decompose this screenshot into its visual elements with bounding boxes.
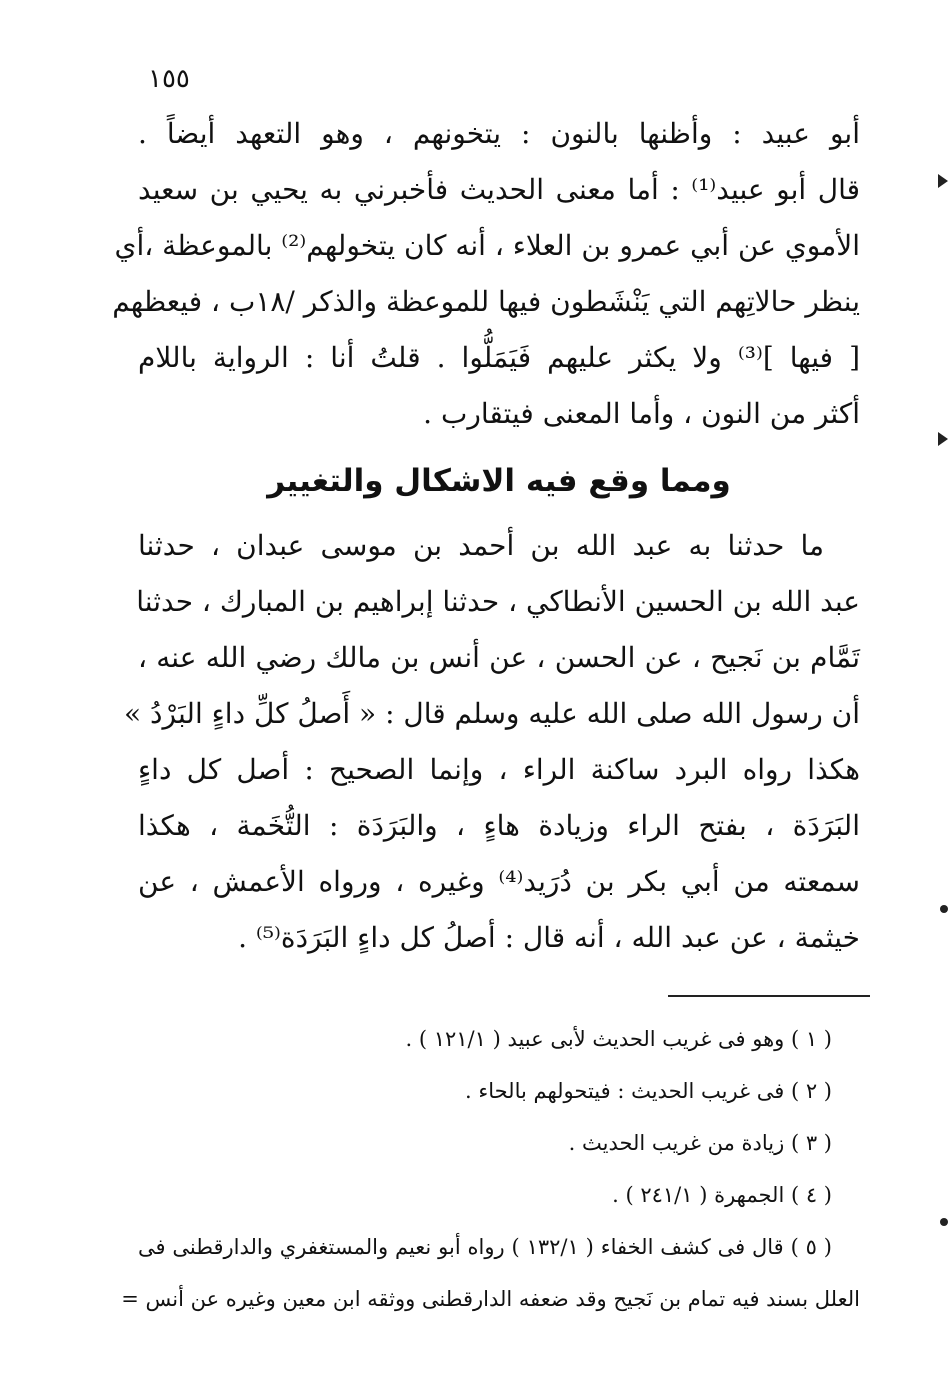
section-heading: ومما وقع فيه الاشكال والتغيير bbox=[267, 463, 731, 499]
text-line: سمعته من أبي بكر بن دُرَيد⁽⁴⁾ وغيره ، ورواه الأعمش ، عن bbox=[138, 865, 861, 898]
footnote: ( ٥ ) قال فى كشف الخفاء ( ١٣٢/١ ) رواه أبو نعيم والمستغفري والدارقطنى فى bbox=[138, 1235, 832, 1259]
footnote: ( ٤ ) الجمهرة ( ٢٤١/١ ) . bbox=[612, 1183, 832, 1207]
text-line: [ فيها ]⁽³⁾ ولا يكثر عليهم فَيَمَلُّوا . قلتُ أنا : الرواية باللام bbox=[138, 341, 860, 374]
text-line: ما حدثنا به عبد الله بن أحمد بن موسى عبدان ، حدثنا bbox=[138, 529, 824, 562]
footnotes bbox=[121, 1013, 860, 1325]
text-line: هكذا رواه البرد ساكنة الراء ، وإنما الصحيح : أصل كل داءٍ bbox=[138, 753, 860, 786]
margin-mark bbox=[940, 905, 948, 913]
margin-mark bbox=[938, 174, 948, 188]
footnote: ( ٣ ) زيادة من غريب الحديث . bbox=[568, 1131, 832, 1155]
footnote: ( ١ ) وهو فى غريب الحديث لأبى عبيد ( ١٢١/١ ) . bbox=[405, 1027, 832, 1051]
text-line: قال أبو عبيد⁽¹⁾ : أما معنى الحديث فأخبرني به يحيي بن سعيد bbox=[138, 173, 861, 206]
text-line: تَمَّام بن نَجيح ، عن الحسن ، عن أنس بن مالك رضي الله عنه ، bbox=[138, 641, 860, 674]
margin-mark bbox=[938, 432, 948, 446]
text-line: أكثر من النون ، وأما المعنى فيتقارب . bbox=[423, 397, 860, 430]
footnote: العلل بسند فيه تمام بن نَجيح وقد ضعفه الدارقطنى ووثقه ابن معين وغيره عن أنس = bbox=[121, 1287, 860, 1311]
text-line: ينظر حالاتِهم التي يَنْشَطون فيها للموعظة والذكر /١٨ب ، فيعظهم bbox=[112, 285, 860, 318]
main-paragraph bbox=[124, 518, 861, 966]
text-line: عبد الله بن الحسين الأنطاكي ، حدثنا إبراهيم بن المبارك ، حدثنا bbox=[136, 585, 860, 618]
top-paragraph bbox=[112, 106, 861, 442]
text-line: البَرَدَة ، بفتح الراء وزيادة هاءٍ ، والبَرَدَة : التُّخَمة ، هكذا bbox=[138, 809, 860, 842]
text-line: أبو عبيد : وأظنها بالنون : يتخونهم ، وهو التعهد أيضاً . bbox=[138, 117, 860, 150]
text-line: خيثمة ، عن عبد الله ، أنه قال : أصلُ كل داءٍ البَرَدَة⁽⁵⁾ . bbox=[238, 921, 860, 954]
footnote-divider bbox=[668, 995, 870, 997]
margin-mark bbox=[940, 1218, 948, 1226]
footnote: ( ٢ ) فى غريب الحديث : فيتحولهم بالحاء . bbox=[465, 1079, 832, 1103]
text-line: الأموي عن أبي عمرو بن العلاء ، أنه كان يتخولهم⁽²⁾ بالموعظة ،أي bbox=[114, 229, 860, 262]
text-line: أن رسول الله صلى الله عليه وسلم قال : « أَصلُ كلِّ داءٍ البَرْدُ » bbox=[124, 697, 860, 730]
page-number: ١٥٥ bbox=[148, 64, 190, 94]
